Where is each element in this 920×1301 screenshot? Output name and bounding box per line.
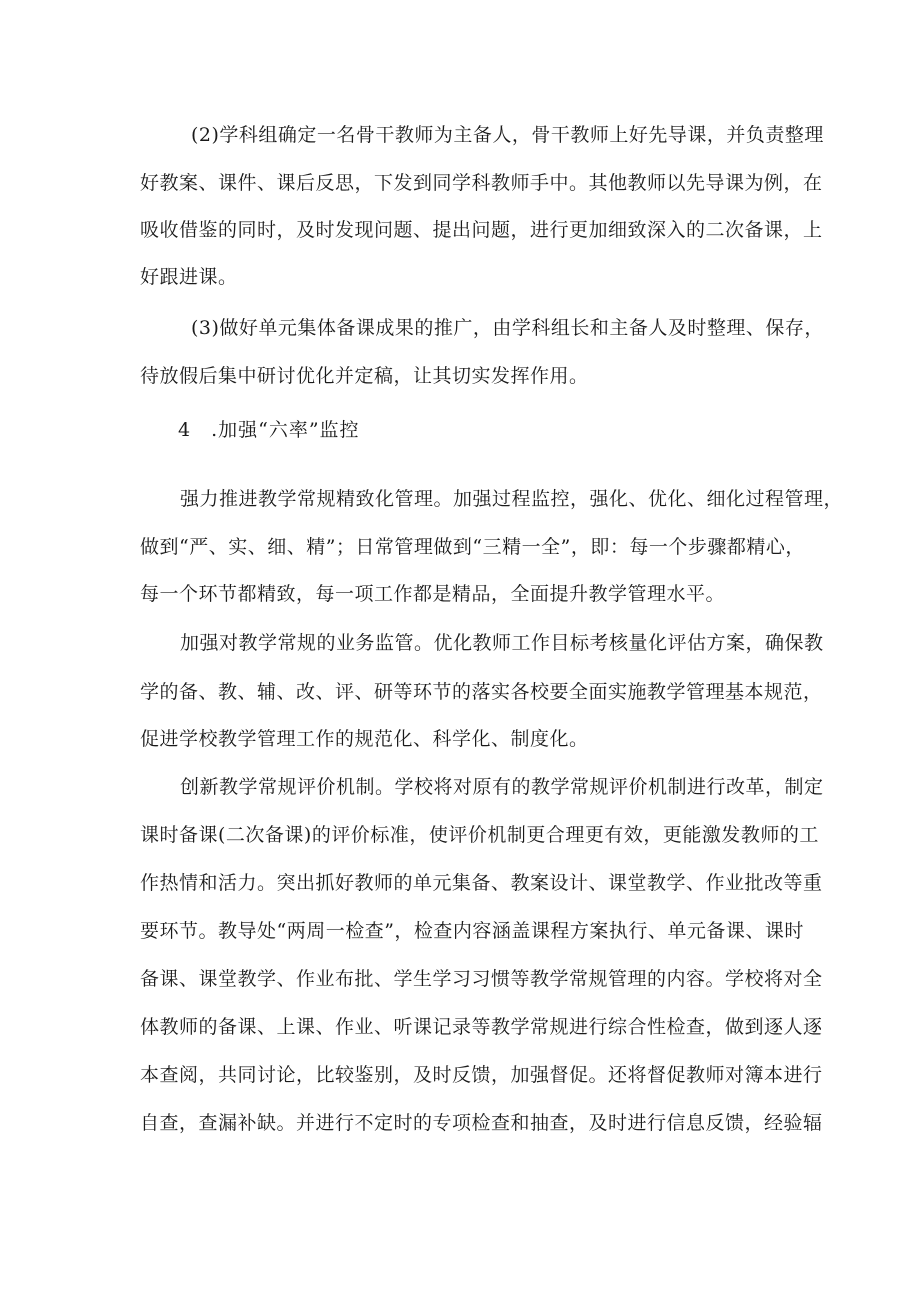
- text-line: 学的备、教、辅、改、评、研等环节的落实各校要全面实施教学管理基本规范，: [140, 681, 823, 703]
- text-line: 自查，查漏补缺。并进行不定时的专项检查和抽查，及时进行信息反馈，经验辐: [140, 1112, 823, 1134]
- text-line: 课时备课(二次备课)的评价标准，使评价机制更合理更有效，更能激发教师的工: [140, 824, 819, 846]
- text-line: 要环节。教导处“两周一检查”，检查内容涵盖课程方案执行、单元备课、课时: [140, 920, 804, 942]
- text-line: (2)学科组确定一名骨干教师为主备人，骨干教师上好先导课，并负责整理: [191, 124, 824, 146]
- text-line: 做到“严、实、细、精”；日常管理做到“三精一全”，即：每一个步骤都精心，: [140, 536, 805, 558]
- text-line: 本查阅，共同讨论，比较鉴别，及时反馈，加强督促。还将督促教师对簿本进行: [140, 1064, 823, 1086]
- text-line: 创新教学常规评价机制。学校将对原有的教学常规评价机制进行改革，制定: [180, 776, 824, 798]
- text-line: (3)做好单元集体备课成果的推广，由学科组长和主备人及时整理、保存，: [191, 317, 824, 339]
- text-line: 每一个环节都精致，每一项工作都是精品，全面提升教学管理水平。: [140, 583, 726, 605]
- text-line: 吸收借鉴的同时，及时发现问题、提出问题，进行更加细致深入的二次备课，上: [140, 219, 823, 241]
- text-line: 作热情和活力。突出抓好教师的单元集备、教案设计、课堂教学、作业批改等重: [140, 872, 823, 894]
- text-line: 促进学校教学管理工作的规范化、科学化、制度化。: [140, 728, 589, 750]
- text-line: 强力推进教学常规精致化管理。加强过程监控，强化、优化、细化过程管理，: [180, 488, 844, 510]
- section-heading: 4 .加强“六率”监控: [178, 419, 360, 441]
- text-line: 好教案、课件、课后反思，下发到同学科教师手中。其他教师以先导课为例，在: [140, 172, 823, 194]
- text-line: 待放假后集中研讨优化并定稿，让其切实发挥作用。: [140, 365, 589, 387]
- text-line: 体教师的备课、上课、作业、听课记录等教学常规进行综合性检查，做到逐人逐: [140, 1016, 823, 1038]
- text-line: 好跟进课。: [140, 266, 238, 288]
- text-line: 备课、课堂教学、作业布批、学生学习习惯等教学常规管理的内容。学校将对全: [140, 968, 823, 990]
- text-line: 加强对教学常规的业务监管。优化教师工作目标考核量化评估方案，确保教: [180, 632, 824, 654]
